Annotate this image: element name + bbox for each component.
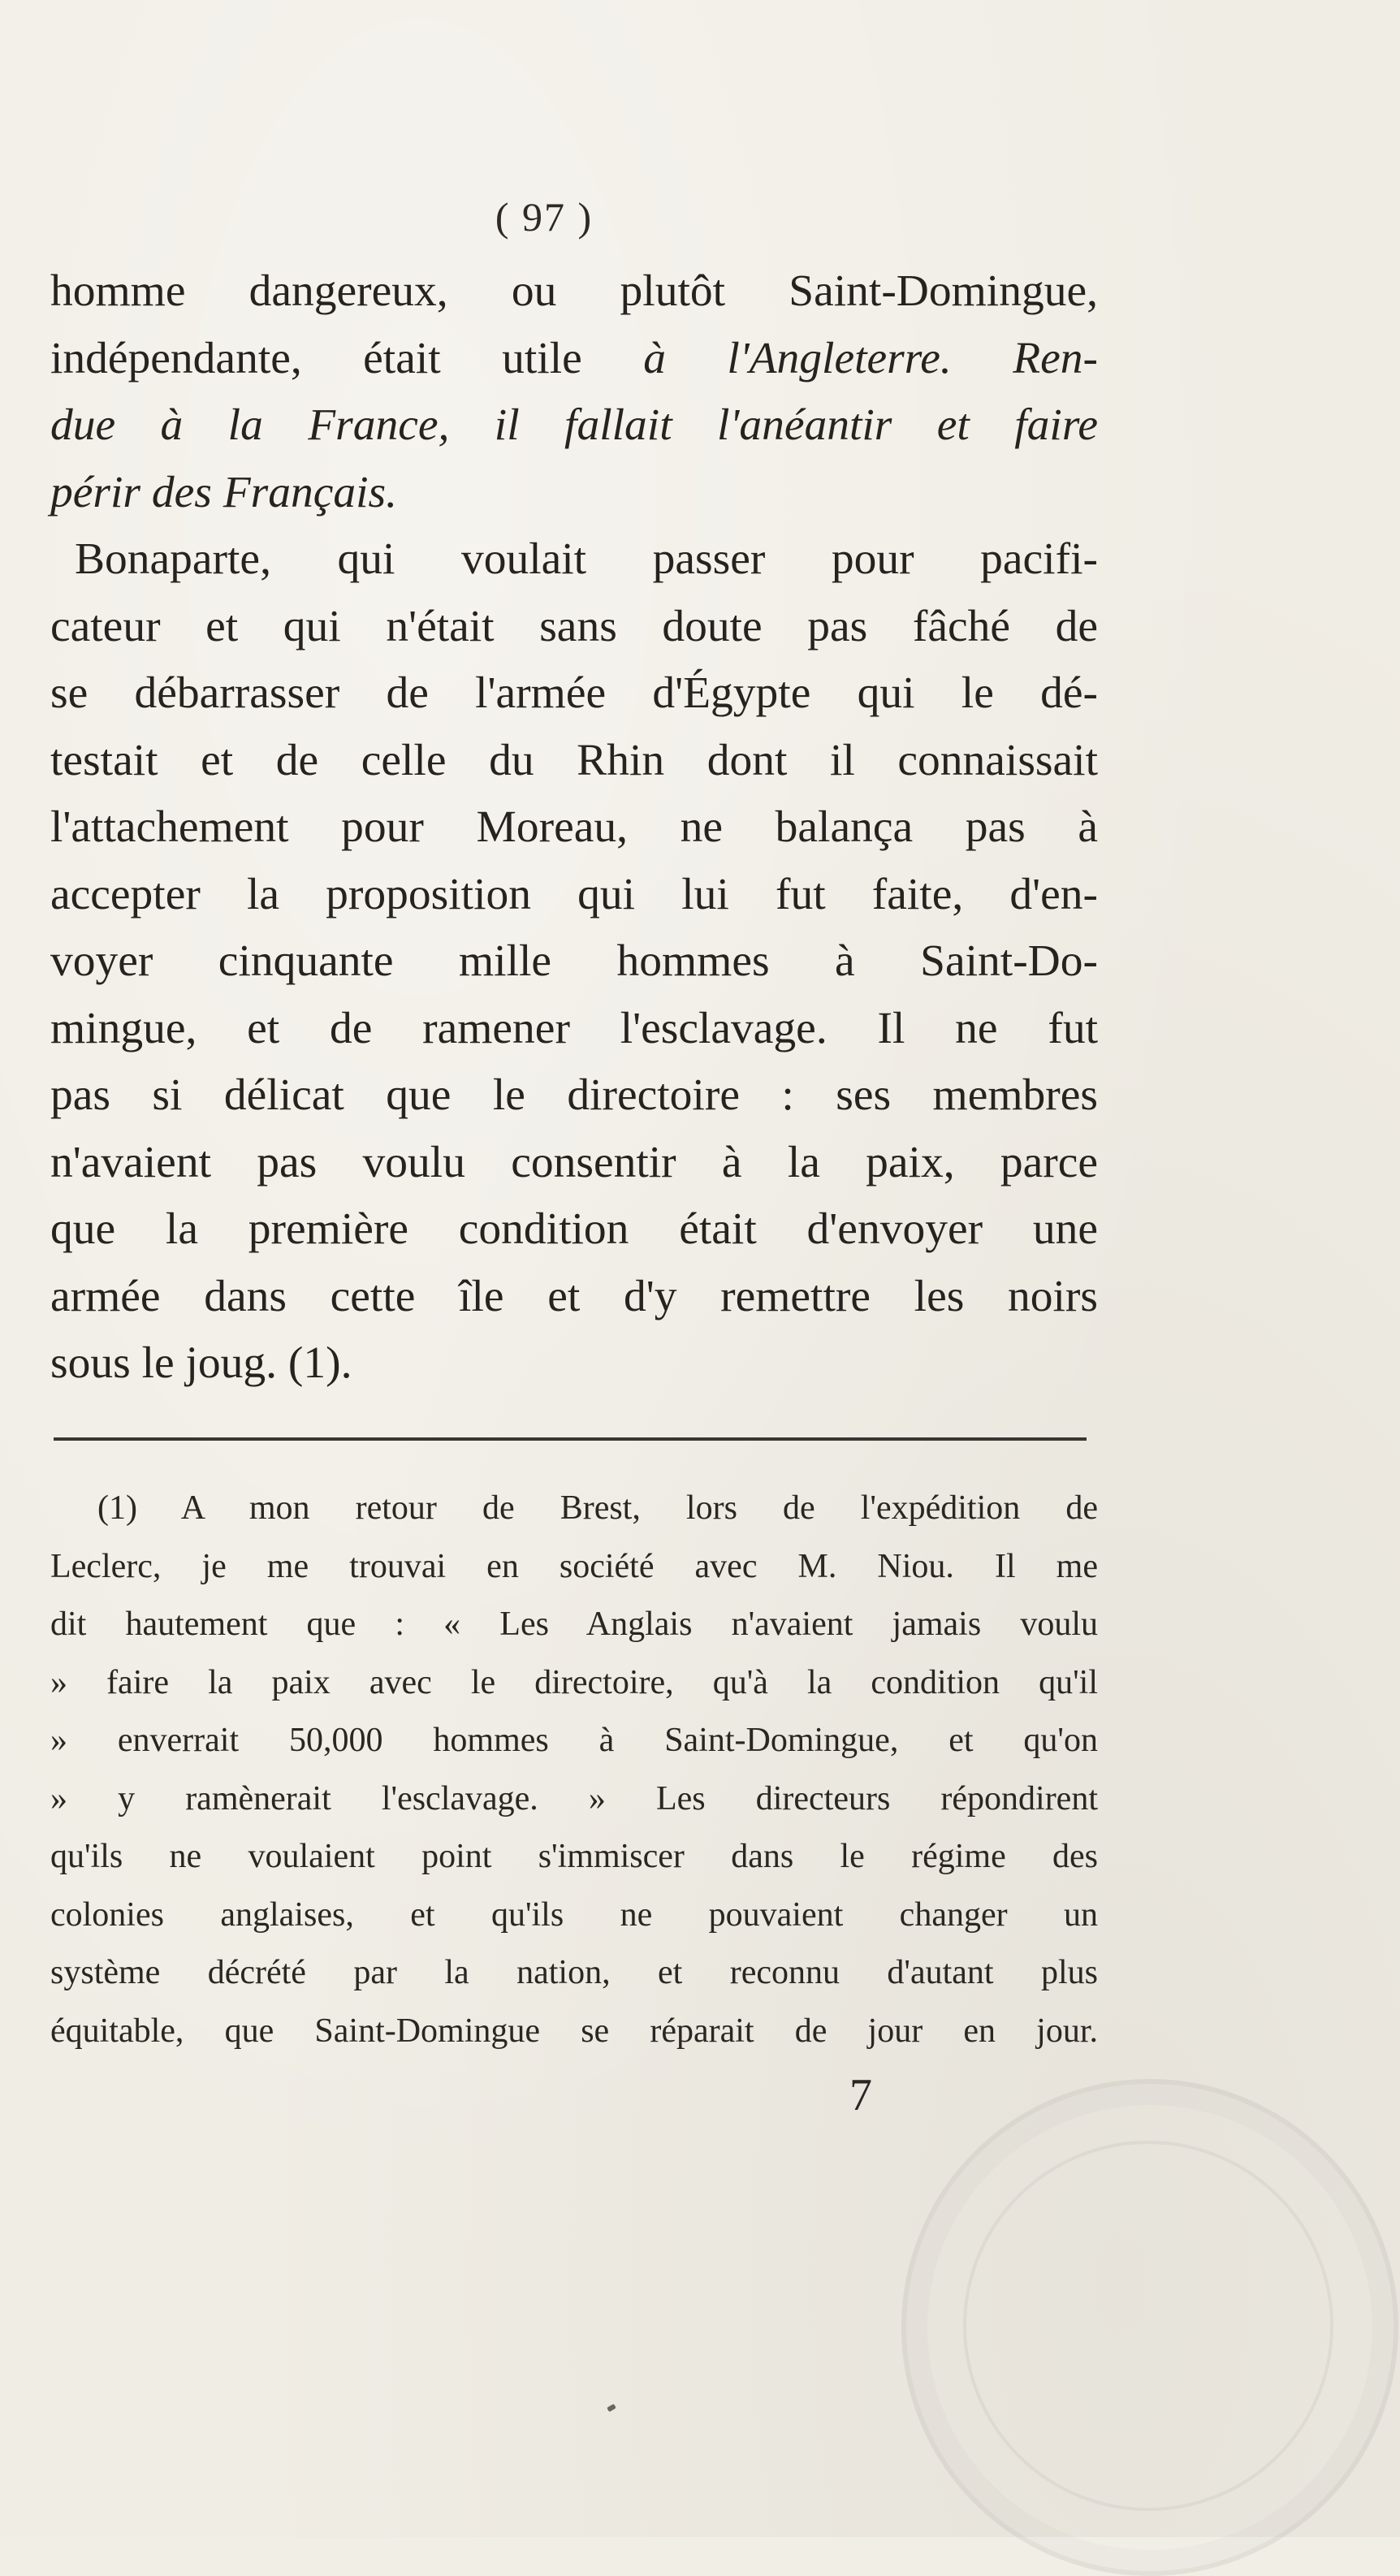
- text-line: que la première condition était d'envoyer une: [50, 1204, 1098, 1254]
- text-line: l'attachement pour Moreau, ne balança pas à: [50, 802, 1098, 852]
- text-line: se débarrasser de l'armée d'Égypte qui le dé-: [50, 668, 1098, 718]
- library-stamp-inner-ring: [963, 2141, 1333, 2511]
- text-line: cateur et qui n'était sans doute pas fâché de: [50, 601, 1098, 651]
- text-line: [50, 392, 1098, 460]
- footnote: [50, 1480, 1098, 2060]
- text-line: [50, 326, 1098, 393]
- ink-speck: [607, 2404, 616, 2412]
- signature-mark: 7: [849, 2070, 872, 2120]
- italic-segment: due à la France, il fallait l'anéantir et faire: [50, 400, 1098, 450]
- italic-segment: à l'Angleterre. Ren-: [643, 333, 1098, 383]
- text-line: Bonaparte, qui voulait passer pour pacifi-: [75, 534, 1098, 584]
- footnote-line: système décrété par la nation, et reconnu d'autant plus: [50, 1954, 1098, 1991]
- footnote-line: qu'ils ne voulaient point s'immiscer dans le régime des: [50, 1838, 1098, 1875]
- text-line: homme dangereux, ou plutôt Saint-Domingue,: [50, 266, 1098, 316]
- footnote-line: colonies anglaises, et qu'ils ne pouvaient changer un: [50, 1895, 1098, 1934]
- italic-segment: périr des Français.: [50, 467, 398, 517]
- main-text: [50, 258, 1098, 1398]
- text-line: mingue, et de ramener l'esclavage. Il ne fut: [50, 1003, 1098, 1053]
- footnote-line: » y ramènerait l'esclavage. » Les directeurs répondirent: [50, 1779, 1098, 1817]
- text-line: pas si délicat que le directoire : ses membres: [50, 1070, 1098, 1120]
- text-line: armée dans cette île et d'y remettre les noirs: [50, 1271, 1098, 1321]
- footnote-line: » enverrait 50,000 hommes à Saint-Domingue, et qu'on: [50, 1722, 1098, 1759]
- page-number: ( 97 ): [495, 194, 594, 240]
- library-stamp: [901, 2079, 1398, 2576]
- text-line: voyer cinquante mille hommes à Saint-Do-: [50, 936, 1098, 986]
- text-line: accepter la proposition qui lui fut faite, d'en-: [50, 869, 1098, 919]
- footnote-line: (1) A mon retour de Brest, lors de l'expédition de: [97, 1489, 1098, 1527]
- text-line: n'avaient pas voulu consentir à la paix, parce: [50, 1137, 1098, 1187]
- footnote-line: dit hautement que : « Les Anglais n'avaient jamais voulu: [50, 1606, 1098, 1643]
- footnote-line: Leclerc, je me trouvai en société avec M. Niou. Il me: [50, 1547, 1098, 1585]
- footnote-line: » faire la paix avec le directoire, qu'à la condition qu'il: [50, 1663, 1098, 1701]
- text-line: [50, 460, 1098, 527]
- text-line: sous le joug. (1).: [50, 1338, 352, 1388]
- footnote-line: équitable, que Saint-Domingue se réparait de jour en jour.: [50, 2012, 1098, 2050]
- footnote-divider: [54, 1437, 1087, 1441]
- text-segment: indépendante, était utile: [50, 333, 644, 383]
- text-line: testait et de celle du Rhin dont il connaissait: [50, 735, 1098, 785]
